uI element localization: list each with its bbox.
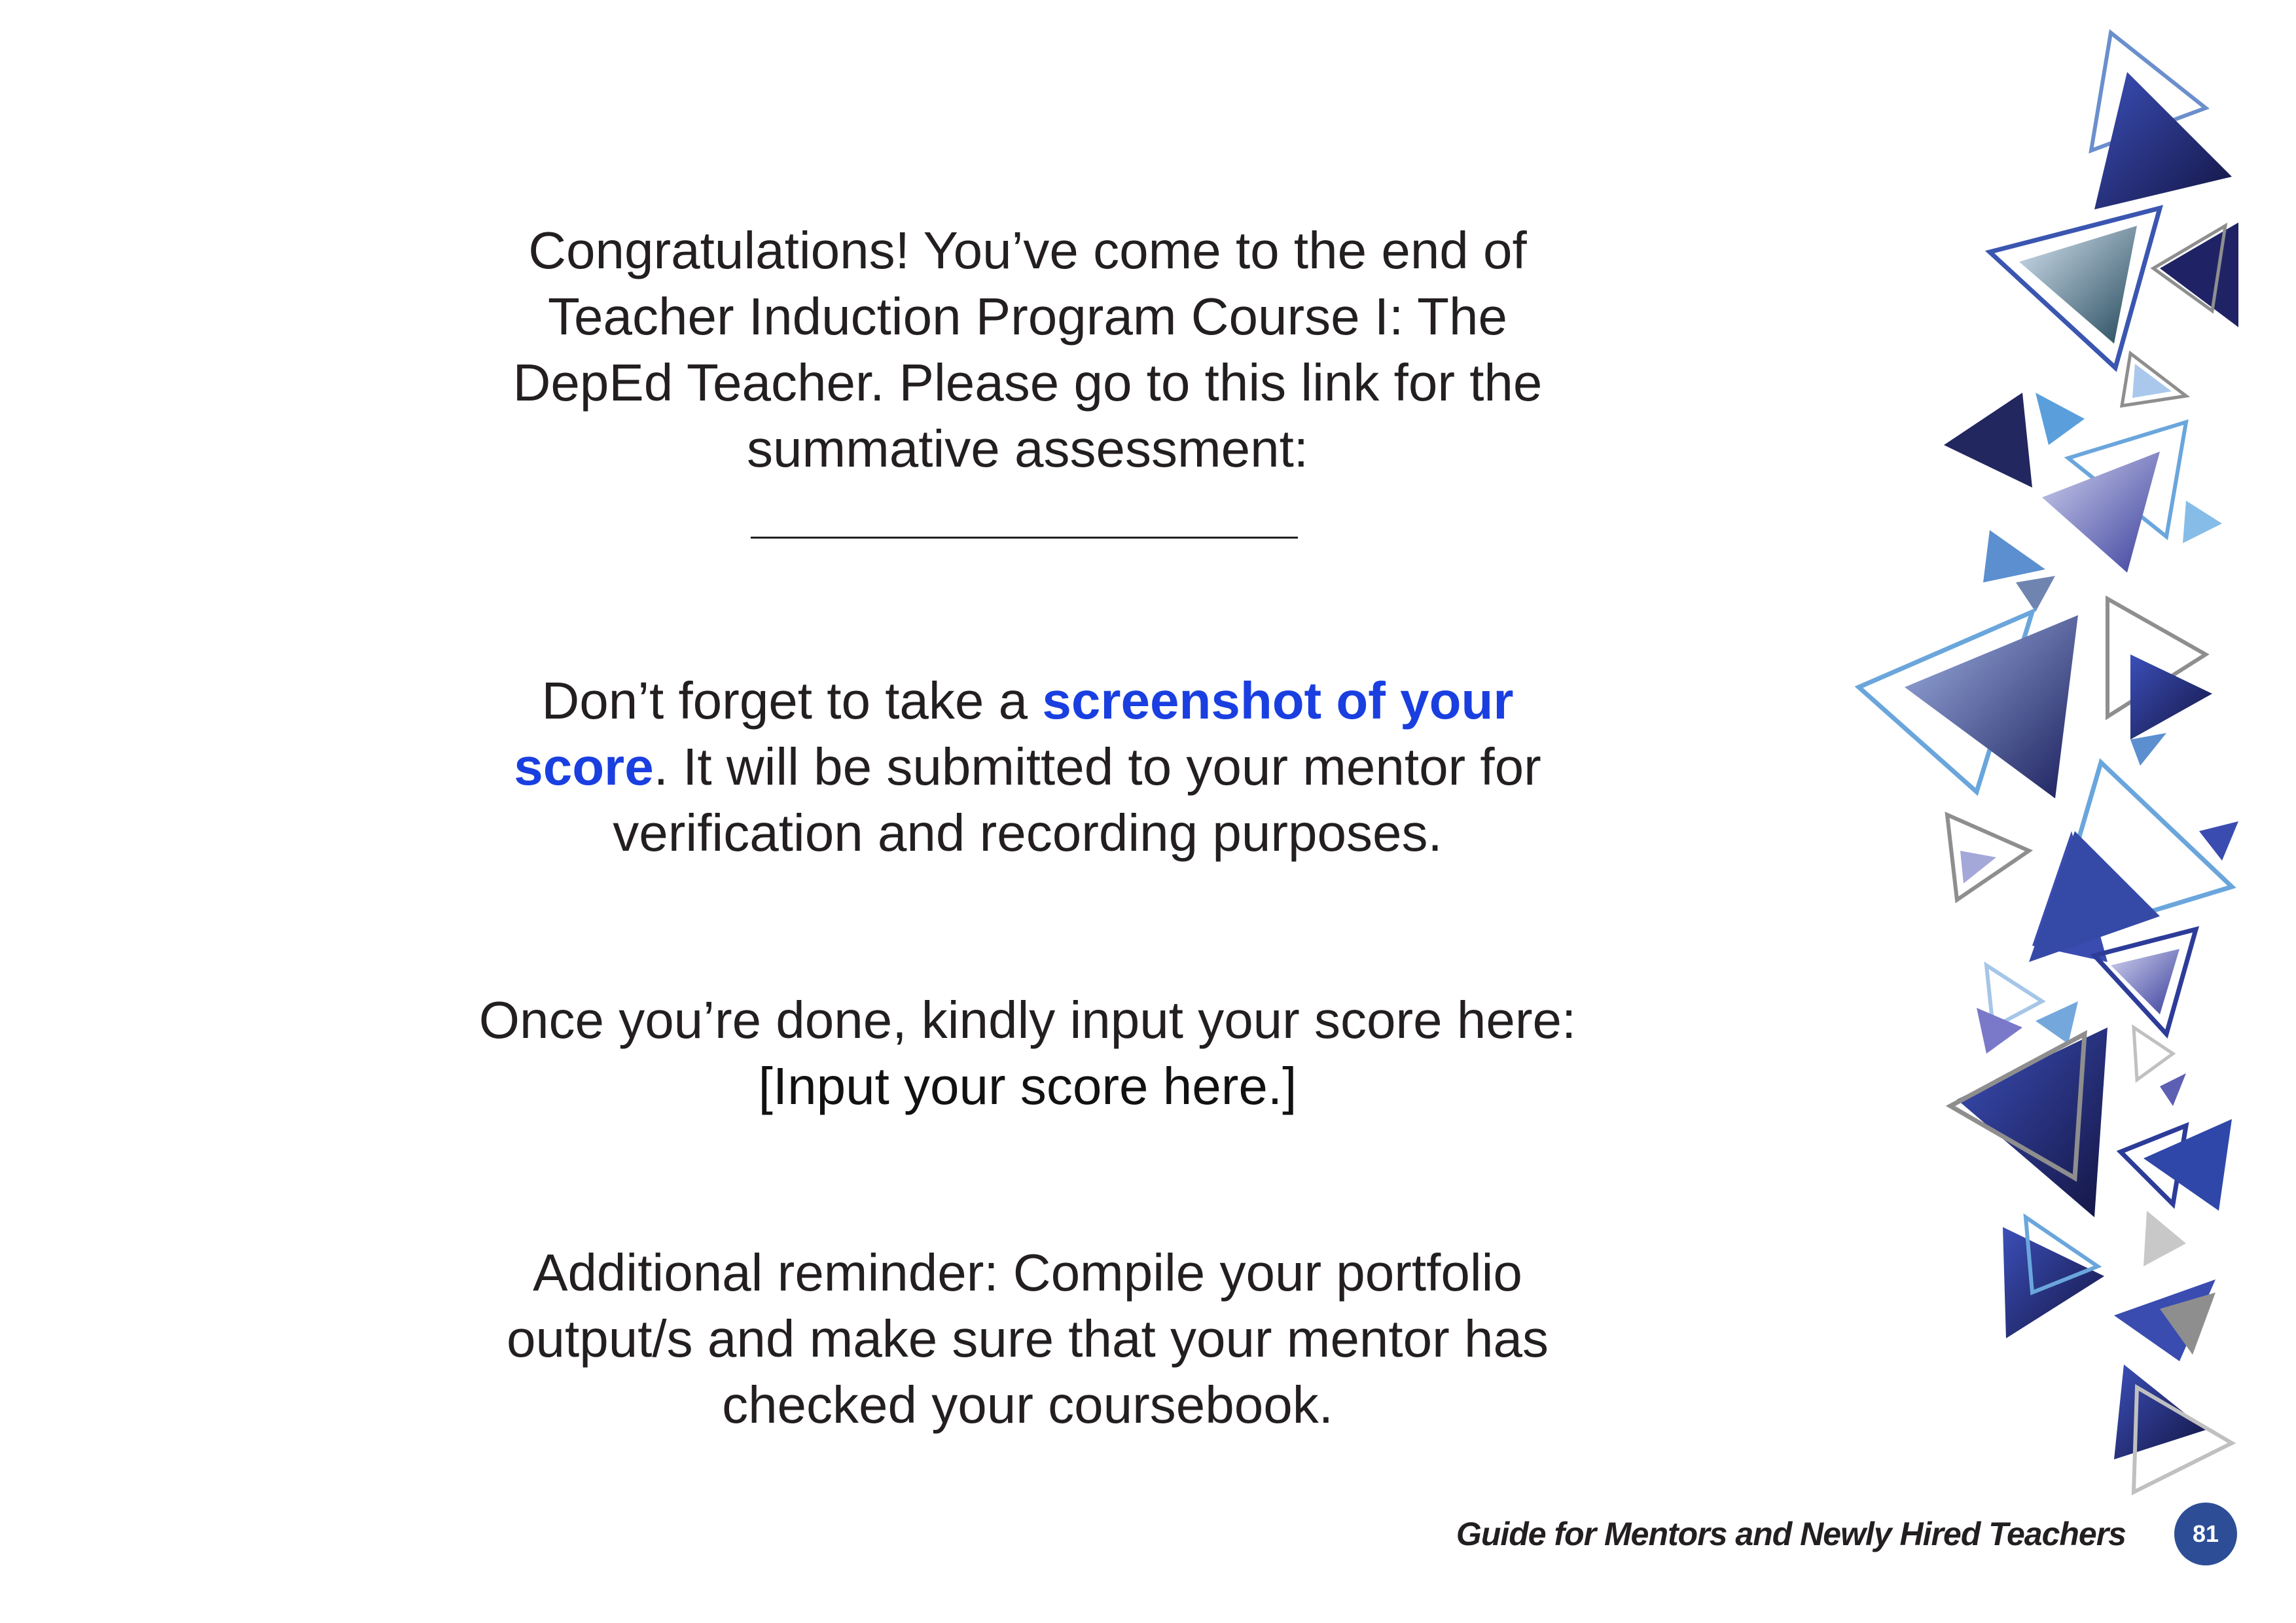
triangle-shape: [2036, 1001, 2078, 1044]
footer-title: Guide for Mentors and Newly Hired Teachers: [1456, 1516, 2126, 1552]
intro-text: Congratulations! You’ve come to the end of Teacher Induction Program Course I: The DepEd Teacher. Please go to this link for the summative assessment:: [512, 221, 1557, 478]
screenshot-text-end: . It will be submitted to your mentor for verification and recording purposes.: [613, 738, 1556, 862]
triangle-shape: [2183, 501, 2222, 543]
reminder-paragraph: [478, 1240, 1577, 1438]
screenshot-text-start: Don’t forget to take a: [541, 671, 1043, 730]
triangle-shape: [2160, 1073, 2186, 1106]
triangle-shape: [1905, 615, 2078, 798]
intro-paragraph: [478, 217, 1577, 482]
score-text: Once you’re done, kindly input your score here:: [478, 991, 1591, 1049]
page-number-badge: 81: [2174, 1503, 2237, 1565]
score-paragraph: [478, 987, 1591, 1119]
triangle-shape: [2036, 393, 2085, 445]
triangle-shape: [2160, 223, 2238, 327]
triangle-shape: [2019, 226, 2137, 344]
triangle-shape: [2016, 576, 2055, 612]
triangle-shape: [1983, 530, 2045, 582]
triangle-shape: [2042, 452, 2160, 573]
triangle-shape: [2094, 72, 2232, 209]
triangle-shape: [2130, 654, 2212, 740]
link-blank-line[interactable]: [751, 537, 1298, 539]
triangle-shape: [2130, 733, 2166, 766]
reminder-text: Additional reminder: Compile your portfolio output/s and make sure that your mentor has checked your coursebook.: [507, 1243, 1564, 1434]
decorative-triangles: [1846, 0, 2296, 1623]
triangle-shape: [2144, 1211, 2186, 1266]
score-input-field[interactable]: [Input your score here.]: [758, 1057, 1297, 1115]
screenshot-paragraph: [471, 668, 1584, 866]
triangle-shape: [2114, 1364, 2206, 1459]
triangle-shape: [1944, 393, 2032, 488]
triangle-shape: [2199, 821, 2238, 861]
screenshot-highlight: screenshot of your score: [514, 671, 1528, 796]
triangle-shape: [2144, 1119, 2232, 1211]
